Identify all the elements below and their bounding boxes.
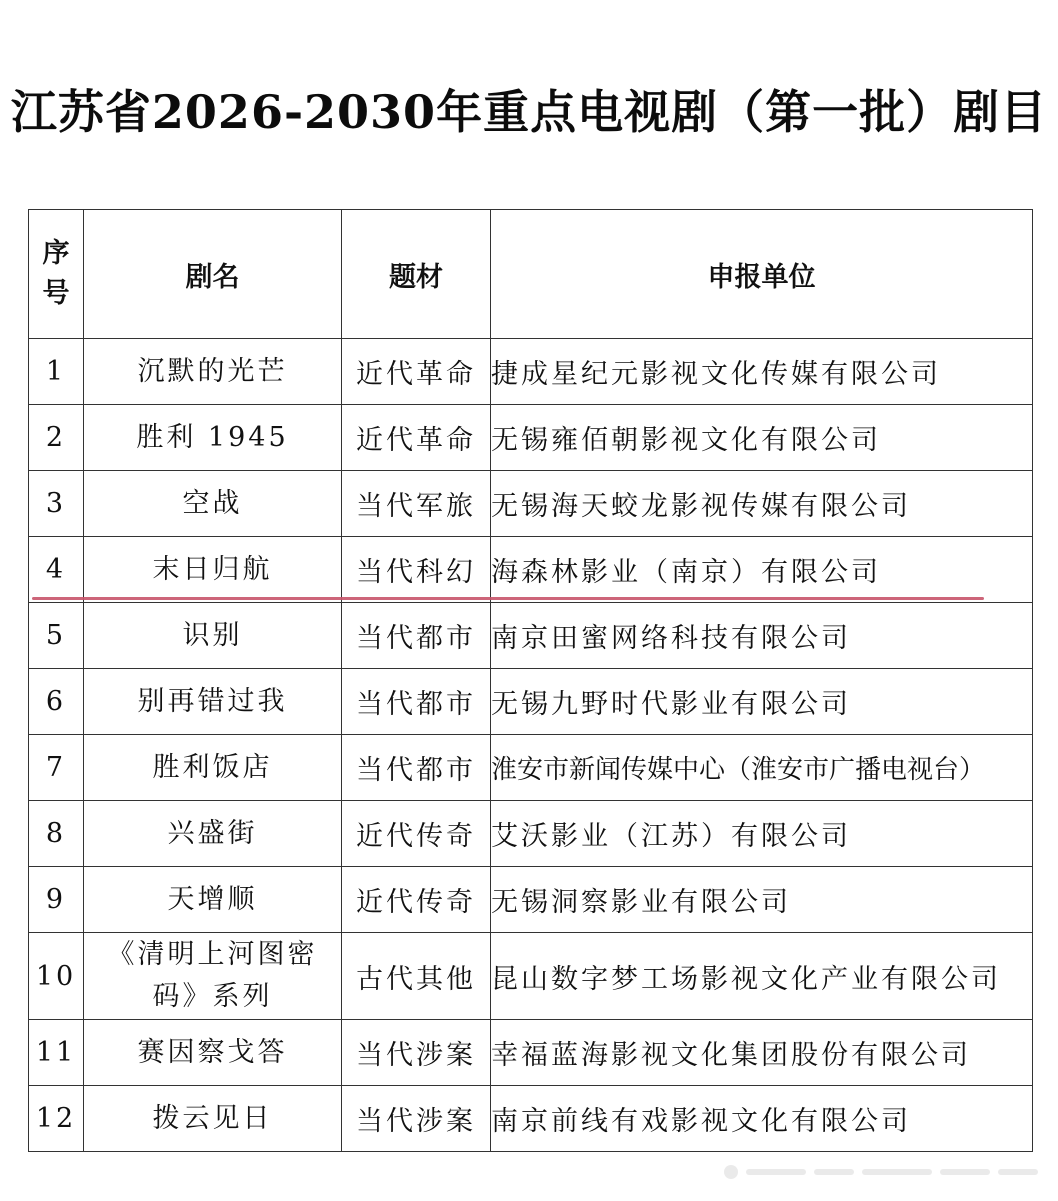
row-topic: 当代都市 xyxy=(342,735,491,801)
table-row xyxy=(29,603,1033,669)
row-unit: 淮安市新闻传媒中心（淮安市广播电视台） xyxy=(491,735,1033,801)
row-unit: 昆山数字梦工场影视文化产业有限公司 xyxy=(491,933,1033,1020)
row-topic: 当代军旅 xyxy=(342,471,491,537)
row-unit: 艾沃影业（江苏）有限公司 xyxy=(491,801,1033,867)
row-seq: 4 xyxy=(29,537,84,603)
header-topic: 题材 xyxy=(342,210,491,339)
row-seq: 3 xyxy=(29,471,84,537)
header-seq xyxy=(29,210,84,339)
table-row xyxy=(29,537,1033,603)
row-name: 识别 xyxy=(84,603,342,669)
row-topic: 当代都市 xyxy=(342,669,491,735)
page-title: 江苏省2026-2030年重点电视剧（第一批）剧目 xyxy=(10,85,1048,139)
header-seq-line1: 序 xyxy=(42,238,70,269)
row-name: 天增顺 xyxy=(84,867,342,933)
row-name: 沉默的光芒 xyxy=(84,339,342,405)
row-unit: 无锡雍佰朝影视文化有限公司 xyxy=(491,405,1033,471)
row-unit: 幸福蓝海影视文化集团股份有限公司 xyxy=(491,1020,1033,1086)
table-row xyxy=(29,933,1033,1020)
header-unit: 申报单位 xyxy=(491,210,1033,339)
row-unit: 南京前线有戏影视文化有限公司 xyxy=(491,1086,1033,1152)
header-seq-line2: 号 xyxy=(42,278,70,309)
row-seq: 7 xyxy=(29,735,84,801)
row-name: 空战 xyxy=(84,471,342,537)
row-seq: 6 xyxy=(29,669,84,735)
table-row xyxy=(29,1020,1033,1086)
row-name: 胜利饭店 xyxy=(84,735,342,801)
table-row xyxy=(29,669,1033,735)
row-topic: 近代革命 xyxy=(342,405,491,471)
row-seq: 12 xyxy=(29,1086,84,1152)
row-name: 《清明上河图密码》系列 xyxy=(84,933,342,1020)
row-topic: 当代涉案 xyxy=(342,1020,491,1086)
watermark-stripes-icon xyxy=(724,1161,1044,1183)
row-seq: 11 xyxy=(29,1020,84,1086)
row-name: 末日归航 xyxy=(84,537,342,603)
row-unit: 无锡洞察影业有限公司 xyxy=(491,867,1033,933)
row-name: 别再错过我 xyxy=(84,669,342,735)
table-row xyxy=(29,735,1033,801)
table-row xyxy=(29,1086,1033,1152)
row-unit: 南京田蜜网络科技有限公司 xyxy=(491,603,1033,669)
row-seq: 10 xyxy=(29,933,84,1020)
row-seq: 5 xyxy=(29,603,84,669)
row-name: 兴盛街 xyxy=(84,801,342,867)
table-header-row xyxy=(29,210,1033,339)
drama-list-table xyxy=(28,209,1033,1152)
table-row xyxy=(29,471,1033,537)
row-name: 胜利 1945 xyxy=(84,405,342,471)
row-unit: 无锡海天蛟龙影视传媒有限公司 xyxy=(491,471,1033,537)
row-seq: 9 xyxy=(29,867,84,933)
header-name: 剧名 xyxy=(84,210,342,339)
row-seq: 2 xyxy=(29,405,84,471)
table-row xyxy=(29,405,1033,471)
row-topic: 近代传奇 xyxy=(342,867,491,933)
table-row xyxy=(29,339,1033,405)
row-topic: 近代传奇 xyxy=(342,801,491,867)
table-row xyxy=(29,801,1033,867)
row-name: 拨云见日 xyxy=(84,1086,342,1152)
table-row xyxy=(29,867,1033,933)
row-seq: 1 xyxy=(29,339,84,405)
row-topic: 近代革命 xyxy=(342,339,491,405)
row-seq: 8 xyxy=(29,801,84,867)
row-unit: 海森林影业（南京）有限公司 xyxy=(491,537,1033,603)
row-topic: 当代涉案 xyxy=(342,1086,491,1152)
row-name: 赛因察戈答 xyxy=(84,1020,342,1086)
row-topic: 当代都市 xyxy=(342,603,491,669)
highlight-underline xyxy=(32,597,984,600)
row-topic: 古代其他 xyxy=(342,933,491,1020)
row-unit: 无锡九野时代影业有限公司 xyxy=(491,669,1033,735)
row-topic: 当代科幻 xyxy=(342,537,491,603)
row-unit: 捷成星纪元影视文化传媒有限公司 xyxy=(491,339,1033,405)
